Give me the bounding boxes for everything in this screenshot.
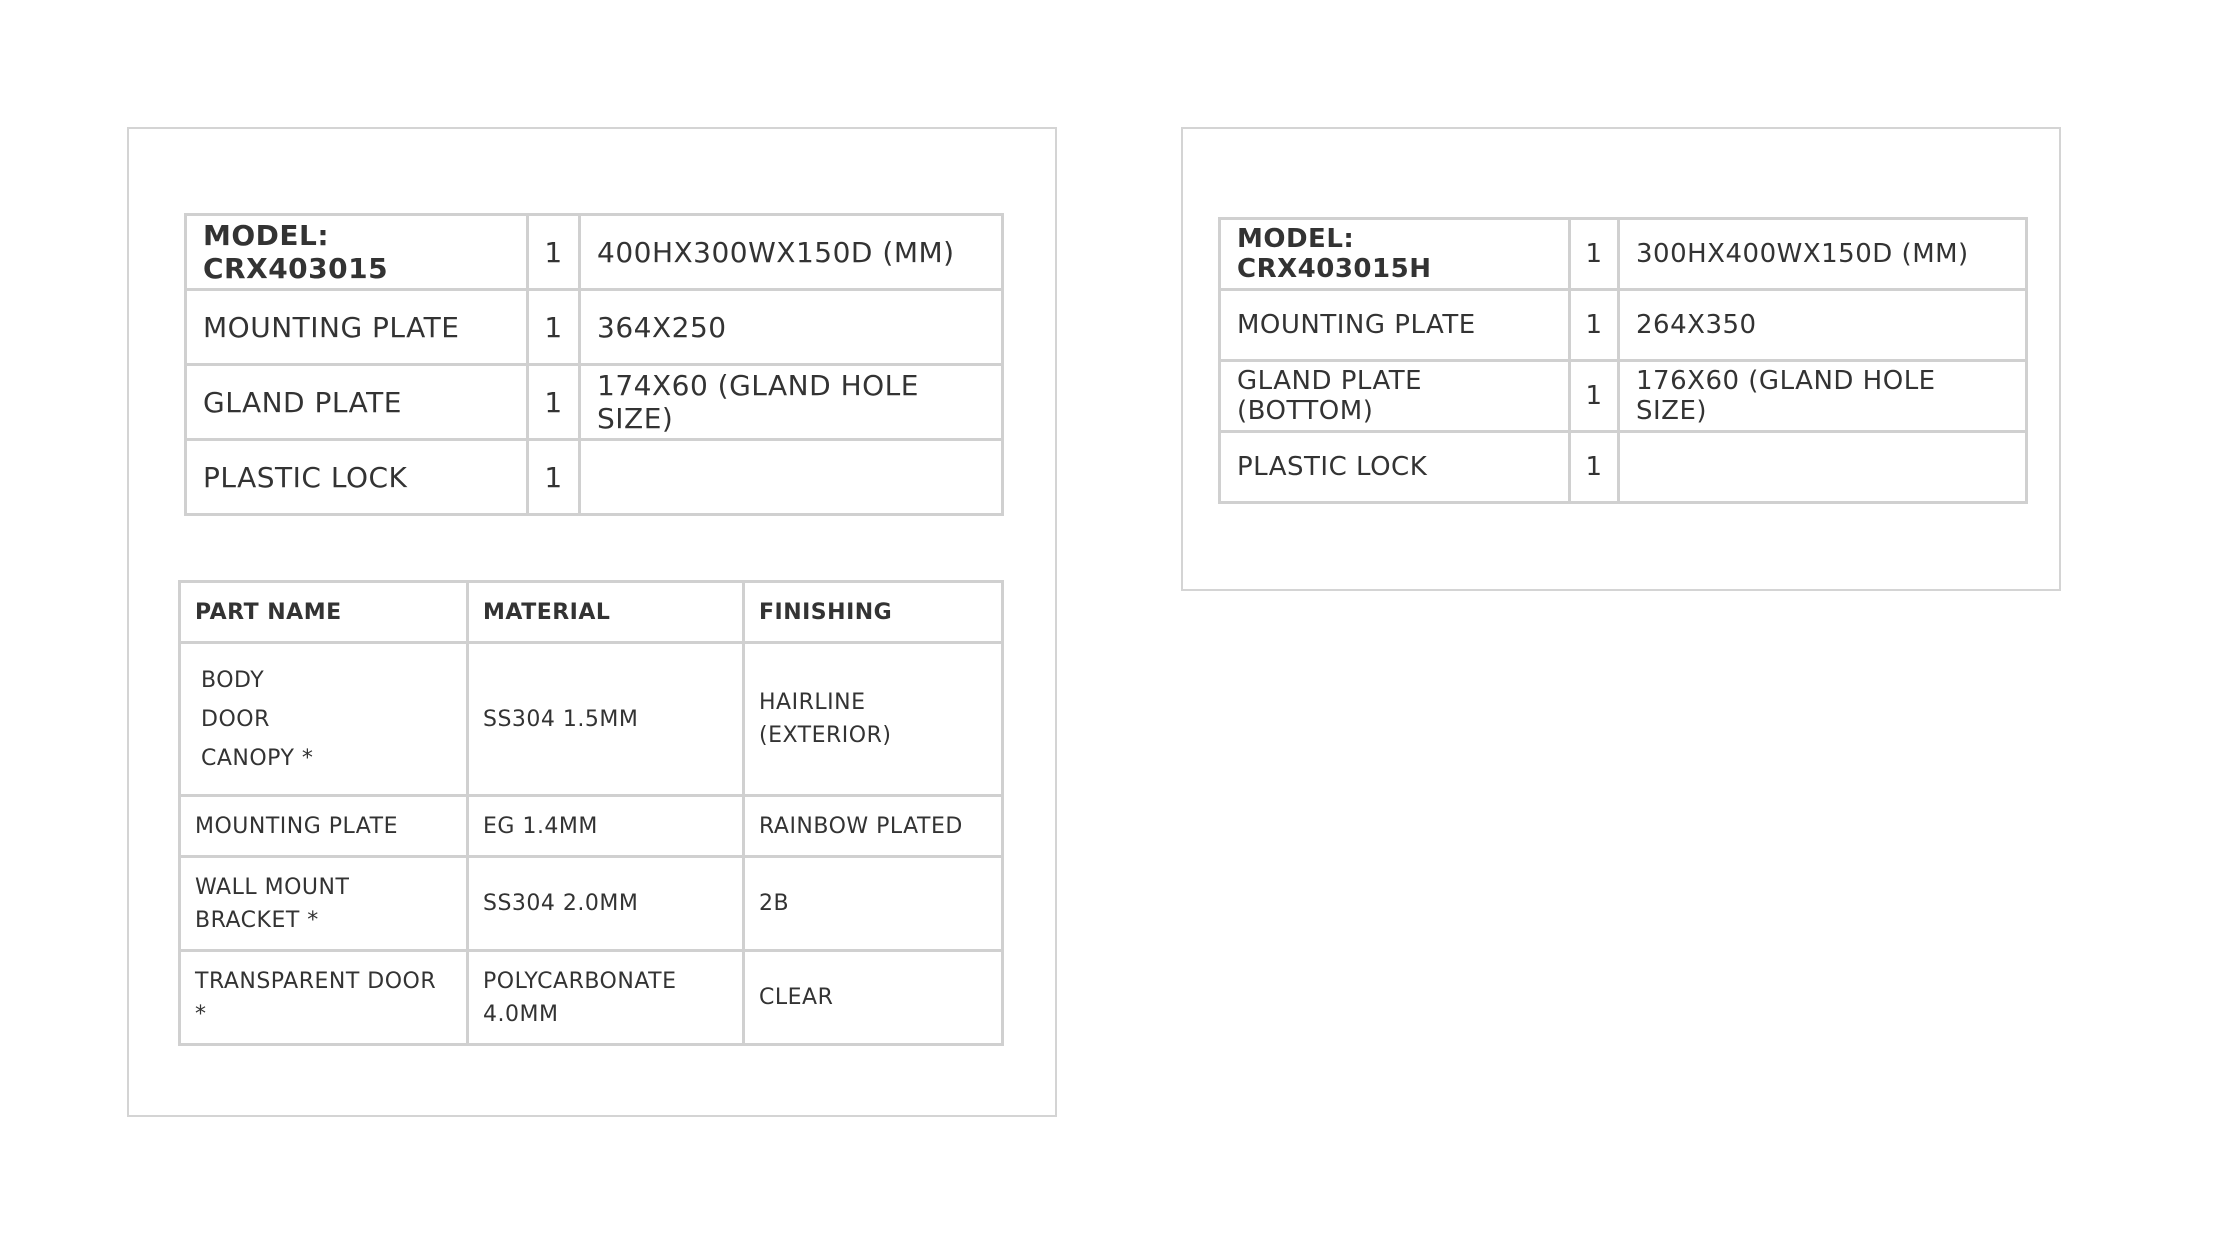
finishing-cell: HAIRLINE (EXTERIOR): [744, 643, 1003, 796]
quantity: 1: [528, 440, 580, 515]
material-cell: SS304 2.0MM: [468, 857, 744, 951]
dimension-value: 264X350: [1619, 290, 2027, 361]
quantity: 1: [528, 215, 580, 290]
quantity: 1: [1570, 219, 1619, 290]
dimension-value: [580, 440, 1003, 515]
quantity: 1: [528, 365, 580, 440]
table-row: [186, 290, 1003, 365]
part-name-line: BODY: [201, 667, 265, 693]
table-row: [180, 796, 1003, 857]
part-name-cell: WALL MOUNT BRACKET *: [180, 857, 468, 951]
finishing-cell: RAINBOW PLATED: [744, 796, 1003, 857]
spec-table-crx403015: [184, 213, 1004, 516]
table-row: [186, 440, 1003, 515]
header-part-name: PART NAME: [180, 582, 468, 643]
finishing-cell: 2B: [744, 857, 1003, 951]
component-name: MOUNTING PLATE: [1220, 290, 1570, 361]
part-name-cell: MOUNTING PLATE: [180, 796, 468, 857]
table-row: [1220, 361, 2027, 432]
dimension-value: 176X60 (GLAND HOLE SIZE): [1619, 361, 2027, 432]
product-card-crx403015h: [1181, 127, 2061, 591]
part-name-line: CANOPY *: [201, 745, 314, 771]
dimension-value: [1619, 432, 2027, 503]
quantity: 1: [1570, 361, 1619, 432]
quantity: 1: [1570, 290, 1619, 361]
part-name-cell: TRANSPARENT DOOR *: [180, 951, 468, 1045]
table-row: [180, 643, 1003, 796]
table-header-row: [180, 582, 1003, 643]
table-row: [186, 215, 1003, 290]
table-row: [1220, 432, 2027, 503]
table-row: [186, 365, 1003, 440]
component-name: GLAND PLATE: [186, 365, 528, 440]
component-name: GLAND PLATE (BOTTOM): [1220, 361, 1570, 432]
table-row: [1220, 219, 2027, 290]
component-name: PLASTIC LOCK: [1220, 432, 1570, 503]
spec-table-crx403015h: [1218, 217, 2028, 504]
quantity: 1: [528, 290, 580, 365]
product-card-crx403015: [127, 127, 1057, 1117]
quantity: 1: [1570, 432, 1619, 503]
table-row: [180, 857, 1003, 951]
component-name: PLASTIC LOCK: [186, 440, 528, 515]
finishing-cell: CLEAR: [744, 951, 1003, 1045]
dimension-value: 174X60 (GLAND HOLE SIZE): [580, 365, 1003, 440]
model-name: MODEL: CRX403015: [186, 215, 528, 290]
header-material: MATERIAL: [468, 582, 744, 643]
dimension-value: 364X250: [580, 290, 1003, 365]
material-cell: POLYCARBONATE 4.0MM: [468, 951, 744, 1045]
table-row: [180, 951, 1003, 1045]
material-cell: EG 1.4MM: [468, 796, 744, 857]
table-row: [1220, 290, 2027, 361]
component-name: MOUNTING PLATE: [186, 290, 528, 365]
header-finishing: FINISHING: [744, 582, 1003, 643]
part-name-cell: [180, 643, 468, 796]
part-name-line: DOOR: [201, 706, 270, 732]
dimension-value: 400HX300WX150D (MM): [580, 215, 1003, 290]
material-cell: SS304 1.5MM: [468, 643, 744, 796]
materials-table: [178, 580, 1004, 1046]
model-name: MODEL: CRX403015H: [1220, 219, 1570, 290]
dimension-value: 300HX400WX150D (MM): [1619, 219, 2027, 290]
